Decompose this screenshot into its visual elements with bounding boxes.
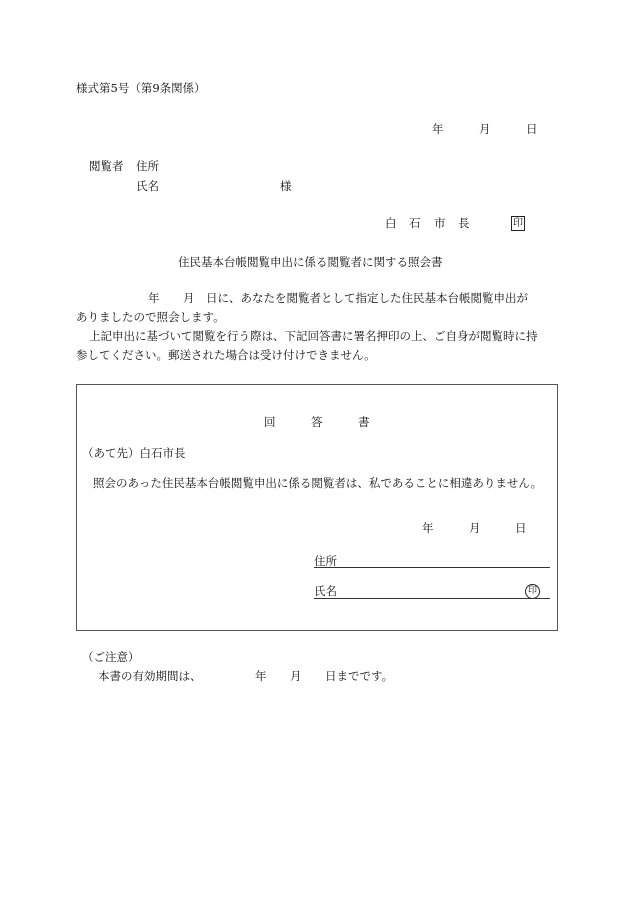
- addressee-honorific: 様: [280, 179, 292, 193]
- body-line-2: ありましたので照会します。: [76, 310, 225, 324]
- reply-date-month-label: 月: [469, 521, 481, 535]
- issuer-seal-icon: 印: [513, 218, 523, 229]
- reply-statement: 照会のあった住民基本台帳閲覧申出に係る閲覧者は、私であることに相違ありません。: [93, 476, 543, 490]
- body-line-3: 上記申出に基づいて閲覧を行う際は、下記回答書に署名押印の上、ご自身が閲覧時に持: [89, 329, 538, 343]
- reply-addressee: （あて先）白石市長: [82, 446, 186, 460]
- body-year-label: 年: [148, 291, 160, 305]
- reply-title-char-3: 書: [358, 415, 370, 429]
- reply-name-label: 氏名: [314, 584, 337, 598]
- notice-heading: （ご注意）: [82, 650, 140, 664]
- body-month-label: 月: [183, 291, 195, 305]
- date-month-label: 月: [479, 122, 491, 136]
- reply-title-char-2: 答: [311, 415, 323, 429]
- issuer-char-4: 長: [458, 216, 470, 230]
- reply-address-underline: [314, 567, 550, 568]
- form-number: 様式第5号（第9条関係）: [76, 81, 206, 95]
- body-line-4: 参してください。郵送された場合は受け付けできません。: [76, 348, 376, 362]
- reply-date-year-label: 年: [422, 521, 434, 535]
- reply-address-label: 住所: [314, 554, 337, 568]
- issuer-char-1: 白: [385, 216, 397, 230]
- reply-date-day-label: 日: [515, 521, 527, 535]
- issuer-char-3: 市: [434, 216, 446, 230]
- reply-seal-icon: 印: [525, 584, 540, 599]
- addressee-address-label: 住所: [136, 159, 159, 173]
- document-title: 住民基本台帳閲覧申出に係る閲覧者に関する照会書: [178, 255, 443, 269]
- addressee-name-label: 氏名: [136, 179, 159, 193]
- issuer-char-2: 石: [409, 216, 421, 230]
- notice-text-end: 日までです。: [325, 669, 394, 683]
- reply-name-underline: [314, 598, 550, 599]
- date-year-label: 年: [432, 122, 444, 136]
- reply-title-char-1: 回: [264, 415, 276, 429]
- notice-year-label: 年: [255, 669, 267, 683]
- addressee-role: 閲覧者: [89, 159, 124, 173]
- notice-text-start: 本書の有効期間は、: [98, 669, 202, 683]
- notice-month-label: 月: [290, 669, 302, 683]
- date-day-label: 日: [526, 122, 538, 136]
- body-line-1: 日に、あなたを閲覧者として指定した住民基本台帳閲覧申出が: [206, 291, 528, 305]
